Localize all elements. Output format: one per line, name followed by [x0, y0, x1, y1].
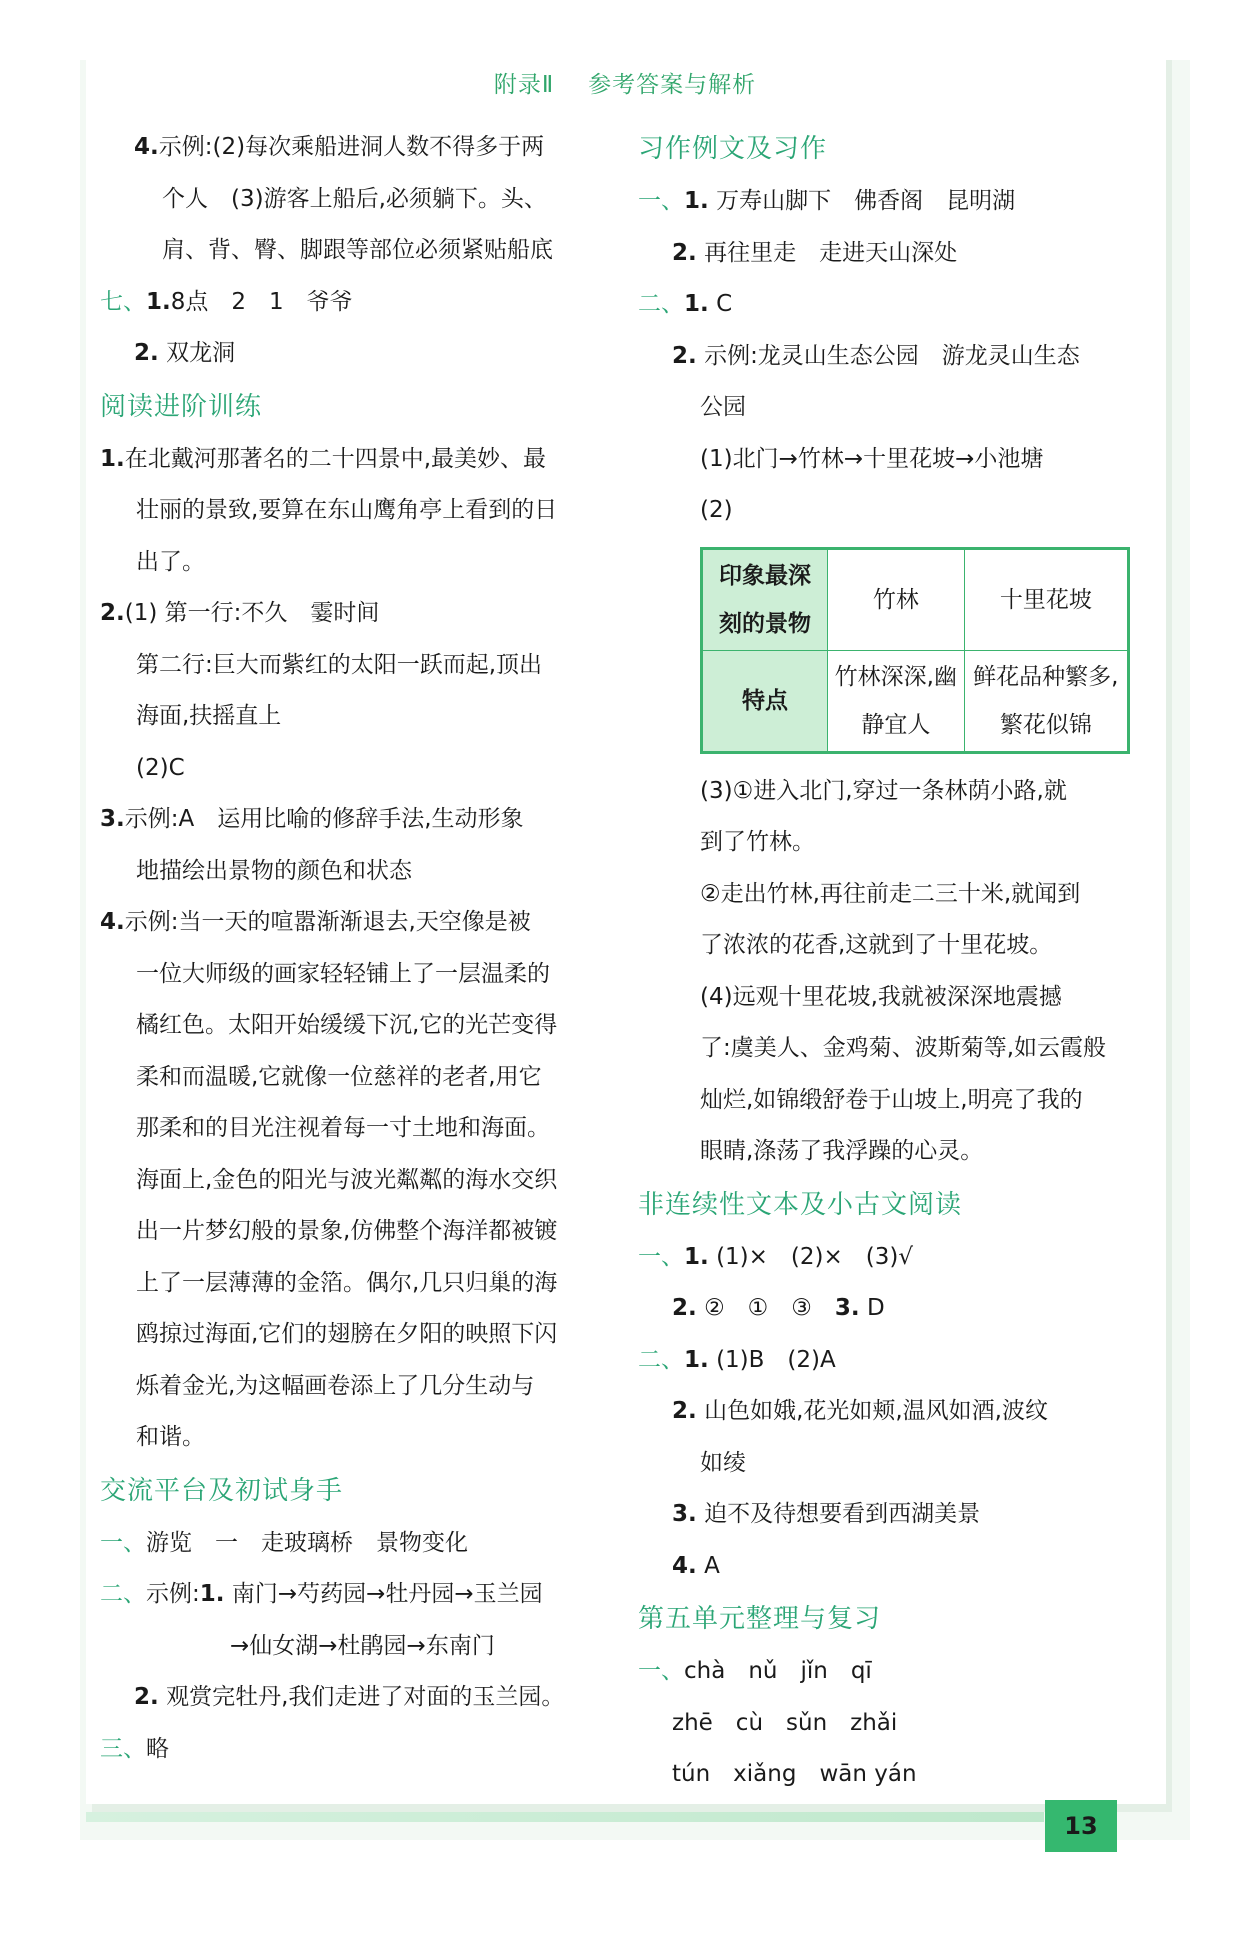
answer-line: 橘红色。太阳开始缓缓下沉,它的光芒变得 — [136, 1012, 558, 1038]
answer-line: 那柔和的目光注视着每一寸土地和海面。 — [136, 1115, 550, 1141]
answer-line: 2. ② ① ③ 3. D — [672, 1295, 885, 1321]
answer-line: 一、1. 万寿山脚下 佛香阁 昆明湖 — [638, 188, 1016, 214]
answer-line: 灿烂,如锦缎舒卷于山坡上,明亮了我的 — [700, 1086, 1083, 1113]
table-row — [702, 650, 1129, 752]
answer-line: 第二行:巨大而紫红的太阳一跃而起,顶出 — [136, 651, 543, 678]
pinyin-line: tún xiǎng wān yán — [672, 1761, 917, 1787]
pinyin-line: 一、chà nǔ jǐn qī — [638, 1658, 872, 1684]
answer-line: 眼睛,涤荡了我浮躁的心灵。 — [700, 1138, 984, 1164]
answer-line: 2. 观赏完牡丹,我们走进了对面的玉兰园。 — [134, 1684, 565, 1710]
answer-line: 了:虞美人、金鸡菊、波斯菊等,如云霞般 — [700, 1035, 1107, 1061]
answer-line: 海面,扶摇直上 — [136, 703, 282, 729]
page-header — [0, 66, 1250, 99]
answer-line: 4.示例:当一天的喧嚣渐渐退去,天空像是被 — [100, 909, 531, 935]
answer-line: 和谐。 — [136, 1424, 205, 1450]
answer-line: 2.(1) 第一行:不久 霎时间 — [100, 600, 380, 626]
answer-line: 地描绘出景物的颜色和状态 — [136, 857, 412, 884]
pinyin-line: zhē cù sǔn zhǎi — [672, 1709, 898, 1736]
table-row — [702, 548, 1129, 650]
right-column — [638, 122, 1138, 1801]
answer-line: (2)C — [136, 754, 185, 781]
table-header-cell: 特点 — [702, 650, 828, 752]
answer-line: 七、1.8点 2 1 爷爷 — [100, 288, 353, 315]
answer-line: 壮丽的景致,要算在东山鹰角亭上看到的日 — [136, 497, 558, 523]
table-cell: 十里花坡 — [964, 548, 1128, 650]
answer-line: 肩、背、臀、脚跟等部位必须紧贴船底 — [162, 237, 553, 263]
answer-line: 鸥掠过海面,它们的翅膀在夕阳的映照下闪 — [136, 1321, 558, 1347]
section-heading-writing: 习作例文及习作 — [638, 134, 828, 164]
answer-line: 出一片梦幻般的景象,仿佛整个海洋都被镀 — [136, 1218, 558, 1244]
answer-line: (2) — [700, 497, 733, 523]
answer-line: 2. 示例:龙灵山生态公园 游龙灵山生态 — [672, 342, 1080, 369]
answer-line: 2. 再往里走 走进天山深处 — [672, 239, 958, 266]
answer-line: 个人 (3)游客上船后,必须躺下。头、 — [162, 185, 547, 212]
impression-table — [700, 547, 1130, 754]
answer-line: 如绫 — [700, 1449, 746, 1476]
answer-line: 到了竹林。 — [700, 829, 815, 855]
answer-line: 三、略 — [100, 1735, 169, 1762]
answer-line: (3)①进入北门,穿过一条林荫小路,就 — [700, 777, 1067, 804]
answer-line: 海面上,金色的阳光与波光粼粼的海水交织 — [136, 1166, 558, 1193]
answer-line: 4. A — [672, 1552, 720, 1579]
answer-line: 公园 — [700, 394, 746, 420]
answer-line: 出了。 — [136, 548, 205, 575]
page-number: 13 — [1045, 1800, 1117, 1852]
table-cell: 竹林深深,幽静宜人 — [828, 650, 965, 752]
answer-line: →仙女湖→杜鹃园→东南门 — [230, 1632, 495, 1659]
answer-line: ②走出竹林,再往前走二三十米,就闻到 — [700, 880, 1081, 907]
answer-line: 二、1. (1)B (2)A — [638, 1346, 836, 1373]
header-title: 参考答案与解析 — [588, 72, 757, 98]
answer-line: 3. 迫不及待想要看到西湖美景 — [672, 1501, 981, 1527]
section-heading-unit5: 第五单元整理与复习 — [638, 1604, 882, 1634]
answer-line: 上了一层薄薄的金箔。偶尔,几只归巢的海 — [136, 1269, 558, 1296]
answer-line: 2. 双龙洞 — [134, 340, 236, 366]
answer-line: 一位大师级的画家轻轻铺上了一层温柔的 — [136, 960, 550, 987]
answer-line: 3.示例:A 运用比喻的修辞手法,生动形象 — [100, 806, 524, 832]
answer-line: 烁着金光,为这幅画卷添上了几分生动与 — [136, 1372, 535, 1399]
answer-line: 4.示例:(2)每次乘船进洞人数不得多于两 — [134, 134, 545, 160]
appendix-label: 附录Ⅱ — [493, 72, 555, 98]
answer-line: 一、1. (1)× (2)× (3)√ — [638, 1243, 913, 1270]
answer-line: (4)远观十里花坡,我就被深深地震撼 — [700, 983, 1062, 1010]
table-header-cell: 印象最深刻的景物 — [702, 548, 828, 650]
table-cell: 鲜花品种繁多,繁花似锦 — [964, 650, 1128, 752]
answer-line: 2. 山色如娥,花光如颊,温风如酒,波纹 — [672, 1398, 1048, 1424]
answer-line: 柔和而温暖,它就像一位慈祥的老者,用它 — [136, 1063, 542, 1090]
answer-line: (1)北门→竹林→十里花坡→小池塘 — [700, 445, 1044, 472]
section-heading-exchange: 交流平台及初试身手 — [100, 1475, 344, 1506]
answer-line: 了浓浓的花香,这就到了十里花坡。 — [700, 932, 1053, 958]
bottom-decor-bar — [86, 1812, 1044, 1822]
left-column — [100, 122, 600, 1775]
answer-line: 1.在北戴河那著名的二十四景中,最美妙、最 — [100, 445, 547, 472]
section-heading-reading: 阅读进阶训练 — [100, 391, 263, 422]
answer-line: 二、1. C — [638, 291, 733, 317]
answer-line: 一、游览 一 走玻璃桥 景物变化 — [100, 1529, 468, 1556]
section-heading-noncontinuous: 非连续性文本及小古文阅读 — [638, 1189, 963, 1220]
answer-line: 二、示例:1. 南门→芍药园→牡丹园→玉兰园 — [100, 1581, 543, 1607]
table-cell: 竹林 — [828, 548, 965, 650]
